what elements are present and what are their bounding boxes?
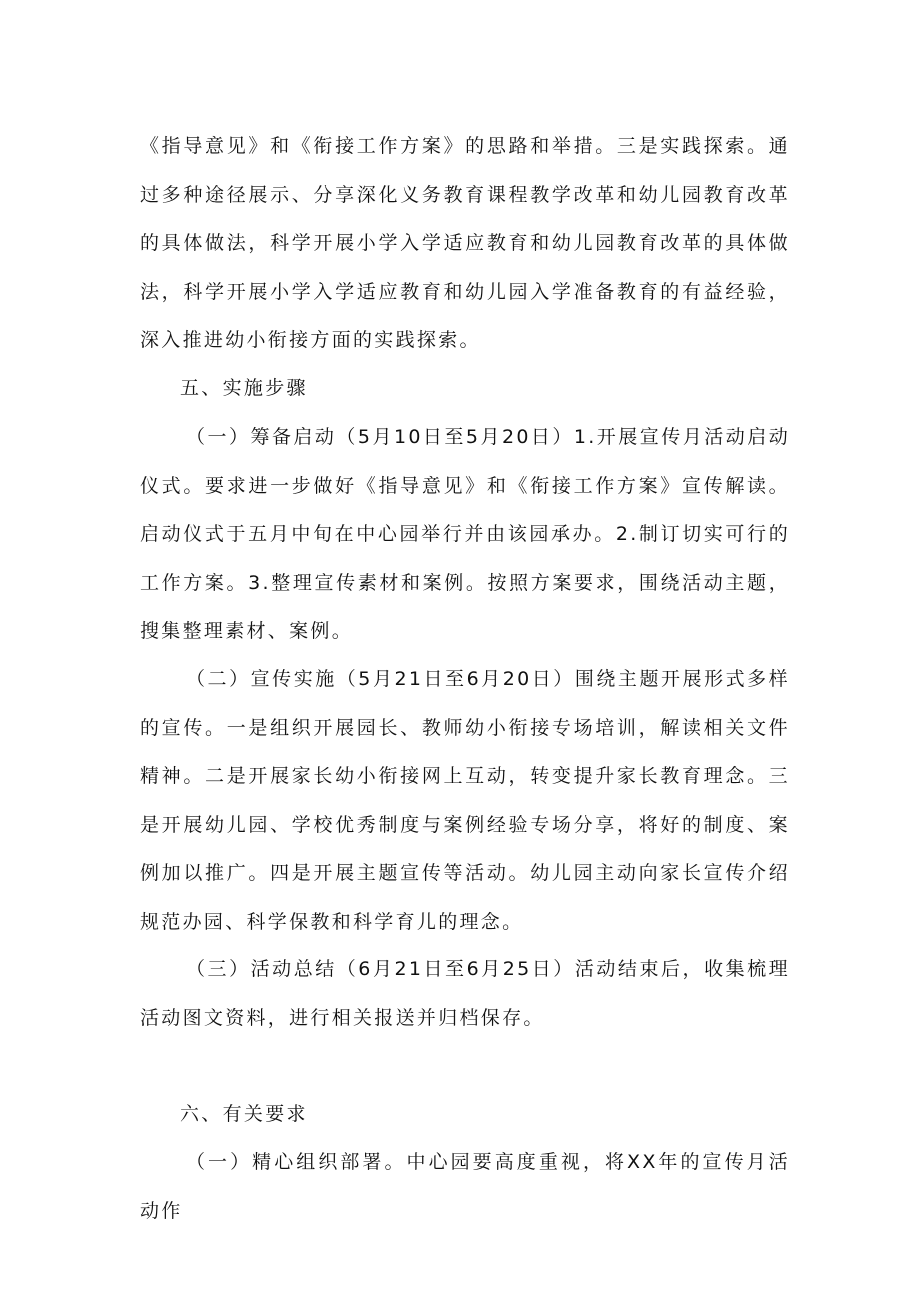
paragraph-requirement-organization: （一）精心组织部署。中心园要高度重视，将XX年的宣传月活动作 bbox=[140, 1151, 790, 1222]
paragraph-step-publicity: （二）宣传实施（5月21日至6月20日）围绕主题开展形式多样的宣传。一是组织开展园长、教师幼小衔接专场培训，解读相关文件精神。二是开展家长幼小衔接网上互动，转变提升家长教育理念。三是开展幼儿园、学校优秀制度与案例经验专场分享，将好的制度、案例加以推广。四是开展主题宣传等活动。幼儿园主动向家长宣传介绍规范办园、科学保教和科学育儿的理念。 bbox=[140, 668, 790, 933]
section-heading-requirements: 六、有关要求 bbox=[180, 1103, 308, 1125]
paragraph-step-preparation: （一）筹备启动（5月10日至5月20日）1.开展宣传月活动启动仪式。要求进一步做好《指导意见》和《衔接工作方案》宣传解读。启动仪式于五月中旬在中心园举行并由该园承办。2.制订切实可行的工作方案。3.整理宣传素材和案例。按照方案要求，围绕活动主题，搜集整理素材、案例。 bbox=[140, 426, 790, 642]
paragraph-step-summary: （三）活动总结（6月21日至6月25日）活动结束后，收集梳理活动图文资料，进行相关报送并归档保存。 bbox=[140, 958, 790, 1029]
section-heading-implementation-steps: 五、实施步骤 bbox=[180, 377, 308, 399]
paragraph-intro: 《指导意见》和《衔接工作方案》的思路和举措。三是实践探索。通过多种途径展示、分享深化义务教育课程教学改革和幼儿园教育改革的具体做法，科学开展小学入学适应教育和幼儿园教育改革的具体做法，科学开展小学入学适应教育和幼儿园入学准备教育的有益经验，深入推进幼小衔接方面的实践探索。 bbox=[140, 135, 790, 351]
